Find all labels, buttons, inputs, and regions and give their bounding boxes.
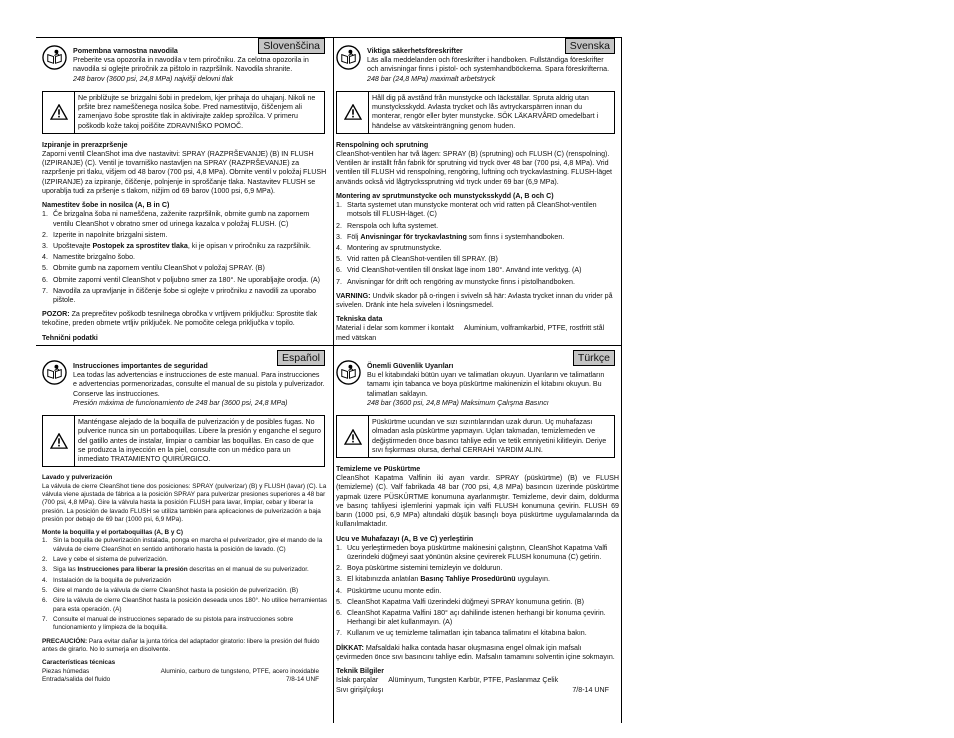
list-item: 1. Če brizgalna šoba ni nameščena, zaženite razpršilnik, obrnite gumb na zapornem ventilu CleanShot v obratno smer od urinega kazalca v položaj FLUSH. (C) bbox=[42, 210, 310, 228]
section-text-flush: La válvula de cierre CleanShot tiene dos posiciones: SPRAY (pulverizar) (B) y FLUSH (lavar) (C). La válvula viene ajustada de fábrica a la posición SPRAY para pulverizar presiones superiores a 48 bar (700 psi, 4,8 MPa). Gire la válvula hasta la posición FLUSH para lavar, limpiar, cebar y liberar la presión. La posición de lavado FLUSH se utiliza también para aplicaciones de pulverización a baja presión por debajo de 69 bar (1000 psi, 6,9 MPa). bbox=[42, 482, 327, 523]
read-manual-icon bbox=[336, 360, 361, 385]
list-item: 6. Obrnite zaporni ventil CleanShot v poljubno smer za 180°. Ne uporabljajte orodja. (A) bbox=[42, 275, 321, 284]
list-item: 3. Följ Anvisningar för tryckavlastning som finns i systemhandboken. bbox=[336, 232, 565, 241]
list-item: 3. Upoštevajte Postopek za sprostitev tlaka, ki je opisan v priročniku za razpršilnik. bbox=[42, 241, 311, 250]
table-row: med vätskan bbox=[336, 333, 377, 342]
warning-text: Ne približujte se brizgalni šobi in predelom, kjer prihaja do uhajanj. Nikoli ne pršite brez nameščenega nosilca šobe. Pred namestitvijo, čiščenjem ali zamenjavo šobe sprostite tlak in aktivirajte zaklep sprožilca. V primeru poškodb kože takoj poiščite ZDRAVNIŠKO POMOČ. bbox=[78, 93, 316, 130]
section-turkce bbox=[336, 350, 619, 722]
section-title-flush: Renspolning och sprutning bbox=[336, 140, 429, 149]
middle-rule bbox=[36, 345, 621, 346]
safety-heading: Pomembna varnostna navodila bbox=[73, 47, 178, 55]
list-item: 2. Lave y cebe el sistema de pulverización. bbox=[42, 556, 168, 564]
safety-intro: Läs alla meddelanden och föreskrifter i handboken. Fullständiga föreskrifter och anvisningar finns i pistol- och systemhandböckerna. Spara föreskrifterna. bbox=[367, 56, 610, 74]
list-item: 6. Vrid CleanShot-ventilen till önskat läge inom 180°. Använd inte verktyg. (A) bbox=[336, 266, 582, 275]
safety-heading: Instrucciones importantes de seguridad bbox=[73, 362, 208, 370]
list-item: 2. Renspola och lufta systemet. bbox=[336, 221, 439, 230]
section-slovenscina bbox=[42, 38, 329, 343]
list-item: 4. Instalación de la boquilla de pulverización bbox=[42, 576, 171, 584]
table-row: Islak parçalar Alüminyum, Tungsten Karbür, PTFE, Paslanmaz Çelik bbox=[336, 676, 559, 685]
list-item: 4. Namestite brizgalno šobo. bbox=[42, 253, 136, 262]
tech-title: Tehnični podatki bbox=[42, 333, 98, 342]
list-item: 2. Izperite in napolnite brizgalni sistem. bbox=[42, 230, 168, 239]
warning-triangle-icon bbox=[50, 433, 68, 449]
section-espanol bbox=[42, 350, 329, 722]
tech-title: Teknik Bilgiler bbox=[336, 667, 384, 676]
list-item: 1. Ucu yerleştirmeden boya püskürtme makinesini çalıştırın, CleanShot Kapatma Valfi üzerindeki düğmeyi saat yönünün aksine çevirerek FLUSH konumuna (C) getirin. bbox=[336, 543, 608, 561]
table-row: Entrada/salida del fluido 7/8-14 UNF bbox=[42, 676, 319, 684]
list-item: 1. Starta systemet utan munstycke monterat och vrid ratten på CleanShot-ventilen motsols till FLUSH-läget. (C) bbox=[336, 201, 597, 219]
column-divider bbox=[333, 37, 334, 723]
table-row: Piezas húmedas Aluminio, carburo de tungsteno, PTFE, acero inoxidable bbox=[42, 667, 319, 675]
list-item: 4. Montering av sprutmunstycke. bbox=[336, 243, 442, 252]
section-title-flush: Izpiranje in prerazpršenje bbox=[42, 140, 128, 149]
warning-box bbox=[336, 415, 615, 458]
section-text-flush: CleanShot Kapatma Valfinin iki ayarı vardır. SPRAY (püskürtme) (B) ve FLUSH (temizleme) (C). Valf fabrikada 48 bar (700 psi, 4,8 MPa) basıncın üzerinde püskürtme yapmak üzere PÜSKÜRTME konumuna ayarlanmıştır. Temizleme, devir daim, doldurma ve basınç tahliyesi işlemlerini yapmak için valfi FLUSH konumuna çevirin. FLUSH 69 barın (1000 psi, 6,9 MPa) altındaki düşük basınçlı boya püskürtme uygulamalarında da kullanılmaktadır. bbox=[336, 474, 619, 529]
language-tag: Türkçe bbox=[573, 350, 615, 366]
max-pressure: 248 bar (24,8 MPa) maximalt arbetstryck bbox=[367, 74, 496, 83]
list-item: 5. CleanShot Kapatma Valfi üzerindeki düğmeyi SPRAY konumuna getirin. (B) bbox=[336, 597, 584, 606]
list-item: 5. Gire el mando de la válvula de cierre CleanShot hasta la posición de pulverización. (B) bbox=[42, 587, 299, 595]
warning-triangle-icon bbox=[344, 104, 362, 120]
warning-triangle-icon bbox=[344, 429, 362, 445]
install-steps bbox=[336, 544, 619, 639]
max-pressure: Presión máxima de funcionamiento de 248 bar (3600 psi, 24,8 MPa) bbox=[73, 398, 288, 407]
list-item: 7. Kullanım ve uç temizleme talimatları için tabanca talimatını el kitabına bakın. bbox=[336, 629, 587, 638]
safety-intro: Bu el kitabındaki bütün uyarı ve talimatları okuyun. Uyarıların ve talimatların tamamı için tabanca ve boya püskürtme makinenizin el kitabını okuyun. Bu talimatları saklayın. bbox=[367, 371, 605, 398]
list-item: 6. CleanShot Kapatma Valfini 180° açı dahilinde istenen herhangi bir konuma çevirin. Herhangi bir alet kullanmayın. (A) bbox=[336, 609, 606, 627]
section-title-flush: Temizleme ve Püskürtme bbox=[336, 464, 421, 473]
max-pressure: 248 barov (3600 psi, 24,8 MPa) najvišji delovni tlak bbox=[73, 74, 234, 83]
caution-note: POZOR: Za preprečitev poškodb tesnilnega obročka v vrtljivem priključku: Sprostite tlak tekočine, preden obrnete vrtljiv priključek. Ne pomočite celega priključka v topilo. bbox=[42, 310, 318, 328]
section-svenska bbox=[336, 38, 619, 343]
list-item: 6. Gire la válvula de cierre CleanShot hasta la posición deseada unos 180°. No utilice herramientas para esta operación. (A) bbox=[42, 597, 327, 613]
section-text-flush: Zaporni ventil CleanShot ima dve nastavitvi: SPRAY (RAZPRŠEVANJE) (B) IN FLUSH (IZPIRANJE) (C). Ventil je tovarniško nastavljen na SPRAY (RAZPRŠEVANJE) za razpršenje pri tlaku, višjem od 48 barov (700 psi, 4,8 MPa). Obrnite ventil v položaj FLUSH (IZPIRANJE) za izpiranje, čiščenje, polnjenje in sproščanje tlaka. Nastavitev FLUSH se uporablja tudi za pršenje s tlakom, nižjim od 69 barov (1000 psi, 6,9 MPa). bbox=[42, 149, 327, 195]
caution-note: PRECAUCIÓN: Para evitar dañar la junta tórica del adaptador giratorio: libere la presión del fluido antes de girarlo. No lo sumerja en disolvente. bbox=[42, 637, 320, 654]
list-item: 5. Vrid ratten på CleanShot-ventilen till SPRAY. (B) bbox=[336, 255, 498, 264]
warning-text: Manténgase alejado de la boquilla de pulverización y de posibles fugas. No pulverice nunca sin un portaboquillas. Libere la presión y enganche el seguro del gatillo antes de instalar, limpiar o cambiar las boquillas. En caso de que se produzca la inyección en la piel, consulte con un médico para un inmediato TRATAMIENTO QUIRÚRGICO. bbox=[78, 418, 321, 463]
section-title-install: Monte la boquilla y el portaboquillas (A, B y C) bbox=[42, 529, 183, 537]
section-title-flush: Lavado y pulverización bbox=[42, 474, 113, 482]
warning-box bbox=[336, 91, 615, 134]
tech-title: Tekniska data bbox=[336, 315, 383, 324]
read-manual-icon bbox=[42, 45, 67, 70]
warning-text: Håll dig på avstånd från munstycke och läckställar. Spruta aldrig utan munstycksskydd. Avlasta trycket och lås avtryckarspärren innan du monterar, rengör eller byter munstycke. SÖK LÄKARVÅRD omedelbart i händelse av vätskeinträngning genom huden. bbox=[372, 93, 599, 130]
safety-header bbox=[42, 360, 329, 408]
language-tag: Español bbox=[277, 350, 325, 366]
install-steps bbox=[336, 201, 619, 287]
warning-box bbox=[42, 91, 325, 134]
list-item: 5. Obrnite gumb na zapornem ventilu CleanShot v položaj SPRAY. (B) bbox=[42, 264, 265, 273]
list-item: 7. Anvisningar för drift och rengöring av munstycke finns i pistolhandboken. bbox=[336, 277, 575, 286]
safety-intro: Lea todas las advertencias e instrucciones de este manual. Para instrucciones e advertencias pormenorizadas, consulte el manual de su pistola y pulverizador. Conserve las instrucciones. bbox=[73, 371, 325, 398]
list-item: 7. Consulte el manual de instrucciones separado de su pistola para instrucciones sobre funcionamiento y limpieza de la boquilla. bbox=[42, 616, 294, 632]
list-item: 3. Siga las Instrucciones para liberar la presión descritas en el manual de su pulverizador. bbox=[42, 566, 309, 574]
list-item: 1. Sin la boquilla de pulverización instalada, ponga en marcha el pulverizador, gire el mando de la válvula de cierre CleanShot en sentido antihorario hasta la posición de lavado. (C) bbox=[42, 537, 323, 553]
list-item: 4. Püskürtme ucunu monte edin. bbox=[336, 586, 442, 595]
list-item: 3. El kitabınızda anlatılan Basınç Tahliye Prosedürünü uygulayın. bbox=[336, 575, 550, 584]
right-edge-rule bbox=[621, 37, 622, 723]
warning-box bbox=[42, 415, 325, 467]
safety-heading: Önemli Güvenlik Uyarıları bbox=[367, 362, 454, 370]
language-tag: Slovenščina bbox=[258, 38, 325, 54]
table-row: Sıvı girişi/çıkışı 7/8-14 UNF bbox=[336, 685, 609, 694]
max-pressure: 248 bar (3600 psi, 24,8 MPa) Maksimum Çalışma Basıncı bbox=[367, 398, 549, 407]
read-manual-icon bbox=[42, 360, 67, 385]
warning-text: Püskürtme ucundan ve sızı sızıntılarından uzak durun. Uç muhafazası olmadan asla püskürtme yapmayın. Uçları takmadan, temizlemeden ve değiştirmeden önce basıncı tahliye edin ve tetik emniyetini kilitleyin. Deriye sıvı fışkırması olursa, derhal CERRAHİ YARDIM ALIN. bbox=[372, 418, 607, 454]
safety-intro: Preberite vsa opozorila in navodila v tem priročniku. Za celotna opozorila in navodila si oglejte priročnik za pištolo in razpršilnik. Navodila shranite. bbox=[73, 56, 309, 74]
tech-title: Características técnicas bbox=[42, 659, 116, 667]
section-title-install: Montering av sprutmunstycke och munstycksskydd (A, B och C) bbox=[336, 191, 554, 200]
read-manual-icon bbox=[336, 45, 361, 70]
section-text-flush: CleanShot-ventilen har två lägen: SPRAY (B) (sprutning) och FLUSH (C) (renspolning). Ventilen är inställt från fabrik för sprutning vid tryck över 48 bar (700 psi, 4,8 MPa). Vrid ventilen till FLUSH vid renspolning, rengöring, luftning och tryckavlastning. FLUSH-läget används också vid lågtryckssprutning vid tryck under 69 bar (6,9 MPa). bbox=[336, 149, 613, 186]
install-steps bbox=[42, 210, 329, 305]
install-steps bbox=[42, 537, 329, 632]
language-tag: Svenska bbox=[565, 38, 615, 54]
table-row: Material i delar som kommer i kontakt Aluminium, volframkarbid, PTFE, rostfritt stål bbox=[336, 324, 605, 333]
section-title-install: Ucu ve Muhafazayı (A, B ve C) yerleştirin bbox=[336, 534, 474, 543]
section-title-install: Namestitev šobe in nosilca (A, B in C) bbox=[42, 201, 170, 210]
list-item: 7. Navodila za upravljanje in čiščenje šobe si oglejte v priročniku z navodili za uporabo pištole. bbox=[42, 286, 317, 305]
caution-note: VARNING: Undvik skador på o-ringen i sviveln så här: Avlasta trycket innan du vrider på svivelen. Dränk inte hela svivelen i lösningsmedel. bbox=[336, 291, 613, 310]
caution-note: DİKKAT: Mafsaldaki halka contada hasar oluşmasına engel olmak için mafsalı çevirmeden önce sıvı basıncını tahliye edin. Mafsalın tamamını solventin içine sokmayın. bbox=[336, 643, 615, 661]
list-item: 2. Boya püskürtme sistemini temizleyin ve doldurun. bbox=[336, 564, 503, 573]
safety-heading: Viktiga säkerhetsföreskrifter bbox=[367, 47, 463, 55]
safety-header bbox=[336, 360, 619, 408]
warning-triangle-icon bbox=[50, 104, 68, 120]
